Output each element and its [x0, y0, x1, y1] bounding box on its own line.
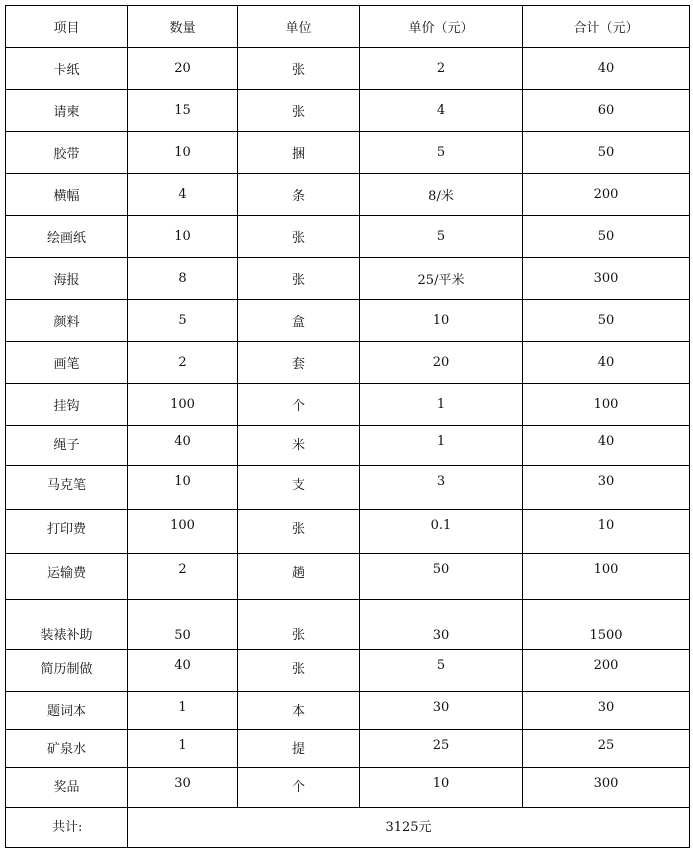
budget-table [5, 5, 690, 848]
subtotal-cell: 300 [523, 258, 690, 300]
unit-price-cell: 2 [360, 48, 523, 90]
item-cell: 颜料 [6, 300, 128, 342]
unit-cell: 单位 [238, 6, 360, 48]
unit-price-cell: 30 [360, 692, 523, 730]
unit-price-cell: 5 [360, 216, 523, 258]
unit-cell: 捆 [238, 132, 360, 174]
table-row [6, 600, 690, 650]
unit-cell: 盒 [238, 300, 360, 342]
table-row [6, 174, 690, 216]
unit-price-cell: 50 [360, 554, 523, 600]
table-row [6, 510, 690, 554]
unit-cell: 张 [238, 48, 360, 90]
item-cell: 绘画纸 [6, 216, 128, 258]
item-cell: 挂钩 [6, 384, 128, 426]
quantity-cell: 1 [128, 692, 238, 730]
unit-cell: 张 [238, 510, 360, 554]
item-cell: 横幅 [6, 174, 128, 216]
quantity-cell: 10 [128, 132, 238, 174]
unit-cell: 套 [238, 342, 360, 384]
unit-price-cell: 5 [360, 650, 523, 692]
item-cell: 题词本 [6, 692, 128, 730]
item-cell: 装裱补助 [6, 600, 128, 650]
table-row [6, 342, 690, 384]
unit-cell: 米 [238, 426, 360, 466]
table-row [6, 554, 690, 600]
unit-cell: 趟 [238, 554, 360, 600]
table-row [6, 90, 690, 132]
quantity-cell: 4 [128, 174, 238, 216]
item-cell: 打印费 [6, 510, 128, 554]
unit-price-cell: 8/米 [360, 174, 523, 216]
quantity-cell: 100 [128, 384, 238, 426]
item-cell: 胶带 [6, 132, 128, 174]
unit-price-cell: 3 [360, 466, 523, 510]
quantity-cell: 8 [128, 258, 238, 300]
subtotal-cell: 10 [523, 510, 690, 554]
table-row [6, 300, 690, 342]
subtotal-cell: 60 [523, 90, 690, 132]
quantity-cell: 2 [128, 342, 238, 384]
subtotal-cell: 40 [523, 426, 690, 466]
subtotal-cell: 50 [523, 216, 690, 258]
unit-cell: 张 [238, 258, 360, 300]
unit-price-cell: 1 [360, 384, 523, 426]
header-row [6, 6, 690, 48]
subtotal-cell: 100 [523, 554, 690, 600]
unit-cell: 本 [238, 692, 360, 730]
unit-price-cell: 0.1 [360, 510, 523, 554]
unit-cell: 提 [238, 730, 360, 768]
item-cell: 画笔 [6, 342, 128, 384]
quantity-cell: 40 [128, 650, 238, 692]
unit-price-cell: 10 [360, 768, 523, 808]
item-cell: 卡纸 [6, 48, 128, 90]
item-cell: 海报 [6, 258, 128, 300]
quantity-cell: 1 [128, 730, 238, 768]
item-cell: 绳子 [6, 426, 128, 466]
table-row [6, 258, 690, 300]
subtotal-cell: 100 [523, 384, 690, 426]
unit-cell: 条 [238, 174, 360, 216]
subtotal-cell: 200 [523, 174, 690, 216]
table-row [6, 768, 690, 808]
subtotal-cell: 200 [523, 650, 690, 692]
unit-price-cell: 30 [360, 600, 523, 650]
item-cell: 简历制做 [6, 650, 128, 692]
quantity-cell: 10 [128, 216, 238, 258]
unit-cell: 张 [238, 600, 360, 650]
quantity-cell: 20 [128, 48, 238, 90]
item-cell: 请柬 [6, 90, 128, 132]
subtotal-cell: 50 [523, 300, 690, 342]
item-cell: 矿泉水 [6, 730, 128, 768]
unit-cell: 张 [238, 216, 360, 258]
item-cell: 奖品 [6, 768, 128, 808]
unit-cell: 张 [238, 90, 360, 132]
subtotal-cell: 1500 [523, 600, 690, 650]
table-row [6, 730, 690, 768]
table-row [6, 384, 690, 426]
quantity-cell: 100 [128, 510, 238, 554]
quantity-cell: 50 [128, 600, 238, 650]
unit-cell: 支 [238, 466, 360, 510]
subtotal-cell: 40 [523, 48, 690, 90]
total-row [6, 808, 690, 848]
unit-price-cell: 25 [360, 730, 523, 768]
unit-price-cell: 10 [360, 300, 523, 342]
unit-price-cell: 单价（元） [360, 6, 523, 48]
table-row [6, 48, 690, 90]
unit-cell: 个 [238, 384, 360, 426]
item-cell: 运输费 [6, 554, 128, 600]
subtotal-cell: 25 [523, 730, 690, 768]
table-row [6, 216, 690, 258]
subtotal-cell: 合计（元） [523, 6, 690, 48]
item-cell: 马克笔 [6, 466, 128, 510]
table-row [6, 426, 690, 466]
table-row [6, 650, 690, 692]
unit-price-cell: 1 [360, 426, 523, 466]
table-row [6, 466, 690, 510]
quantity-cell: 数量 [128, 6, 238, 48]
total-value: 3125元 [128, 808, 690, 848]
table-row [6, 692, 690, 730]
subtotal-cell: 50 [523, 132, 690, 174]
subtotal-cell: 30 [523, 692, 690, 730]
unit-price-cell: 25/平米 [360, 258, 523, 300]
table-row [6, 132, 690, 174]
subtotal-cell: 40 [523, 342, 690, 384]
quantity-cell: 5 [128, 300, 238, 342]
unit-cell: 张 [238, 650, 360, 692]
unit-cell: 个 [238, 768, 360, 808]
subtotal-cell: 30 [523, 466, 690, 510]
unit-price-cell: 20 [360, 342, 523, 384]
total-label: 共计: [6, 808, 128, 848]
quantity-cell: 40 [128, 426, 238, 466]
quantity-cell: 2 [128, 554, 238, 600]
unit-price-cell: 5 [360, 132, 523, 174]
quantity-cell: 10 [128, 466, 238, 510]
unit-price-cell: 4 [360, 90, 523, 132]
subtotal-cell: 300 [523, 768, 690, 808]
item-cell: 项目 [6, 6, 128, 48]
quantity-cell: 30 [128, 768, 238, 808]
quantity-cell: 15 [128, 90, 238, 132]
